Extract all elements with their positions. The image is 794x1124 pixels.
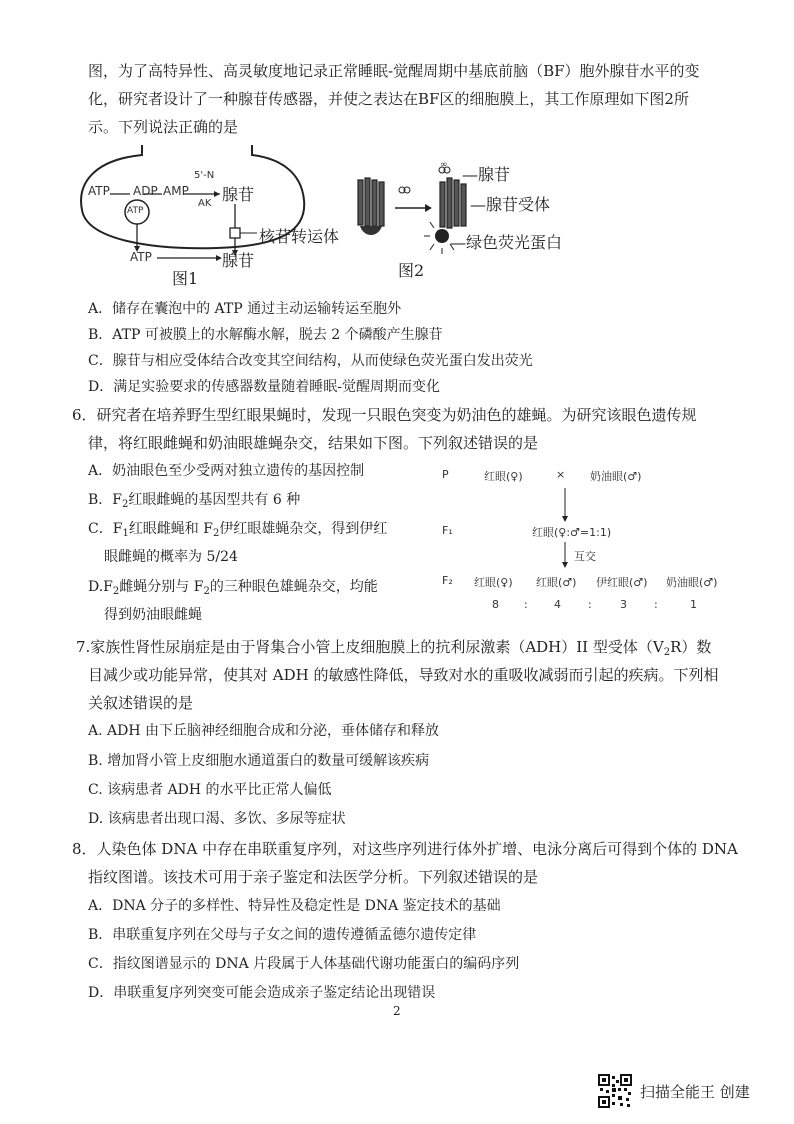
q8-option-d: D．串联重复序列突变可能会造成亲子鉴定结论出现错误: [88, 985, 436, 1001]
receptor-label: —腺苷受体: [470, 195, 551, 214]
atp-vesicle-label: ATP: [127, 206, 144, 216]
cross-intercross: 互交: [574, 550, 596, 563]
q5-option-a: A．储存在囊泡中的 ATP 通过主动运输转运至胞外: [88, 301, 402, 317]
q6-option-b: B．$F_2$红眼雌蝇的基因型共有 6 种: [88, 492, 301, 510]
ratio-sep-1: :: [524, 598, 528, 611]
cross-arrows: [440, 460, 740, 620]
q7-option-a: A. ADH 由下丘脑神经细胞合成和分泌，垂体储存和释放: [88, 723, 440, 739]
adenosine-label: —腺苷: [462, 165, 511, 184]
atp-label: ATP: [88, 184, 110, 198]
cross-f2-label: F₂: [442, 574, 453, 587]
q8-option-b: B．串联重复序列在父母与子女之间的遗传遵循孟德尔遗传定律: [88, 927, 477, 943]
q6-option-c: C．$F_1$红眼雌蝇和 $F_2$伊红眼雄蝇杂交，得到伊红: [88, 521, 388, 539]
q7-option-d: D. 该病患者出现口渴、多饮、多尿等症状: [88, 811, 346, 827]
q5-option-b: B．ATP 可被膜上的水解酶水解，脱去 2 个磷酸产生腺苷: [88, 327, 443, 343]
q6-option-c-line-2: 眼雌蝇的概率为 5/24: [104, 549, 238, 565]
amp-label: AMP: [163, 184, 189, 198]
q7-stem-line-2: 目减少或功能异常，使其对 ADH 的敏感性降低，导致对水的重吸收减弱而引起的疾病。下列相: [88, 666, 719, 684]
gfp-label: —绿色荧光蛋白: [450, 233, 563, 252]
q6-option-d-line-2: 得到奶油眼雌蝇: [104, 607, 202, 623]
ratio-1: 8: [492, 598, 499, 611]
adenosine-out-label: 腺苷: [222, 251, 255, 270]
figure-2: [350, 160, 570, 285]
cross-f2-cream-male: 奶油眼(♂): [666, 576, 718, 589]
cross-f2-red-female: 红眼(♀): [474, 576, 513, 589]
cross-red-female: 红眼(♀): [484, 470, 523, 483]
figure-1-label: 图1: [172, 269, 199, 288]
sensor-diagram: [350, 160, 570, 285]
cross-f2-eosin-male: 伊红眼(♂): [596, 576, 648, 589]
ratio-sep-3: :: [654, 598, 658, 611]
cross-cream-male: 奶油眼(♂): [590, 470, 642, 483]
cross-f1-label: F₁: [442, 524, 453, 537]
q8-stem-line-1: 8．人染色体 DNA 中存在串联重复序列，对这些序列进行体外扩增、电泳分离后可得到个体的 DNA: [72, 840, 738, 858]
intro-line-3: 示。下列说法正确的是: [88, 118, 239, 136]
q7-stem-line-1: 7.家族性肾性尿崩症是由于肾集合小管上皮细胞膜上的抗利尿激素（ADH）II 型受体$(V_2R)$数: [76, 638, 712, 658]
q8-option-c: C．指纹图谱显示的 DNA 片段属于人体基础代谢功能蛋白的编码序列: [88, 956, 520, 972]
cross-f2-red-male: 红眼(♂): [536, 576, 577, 589]
qr-code-icon: [598, 1074, 632, 1108]
q7-option-c: C. 该病患者 ADH 的水平比正常人偏低: [88, 782, 332, 798]
transporter-label: 核苷转运体: [259, 227, 340, 246]
atp-out-label: ATP: [130, 250, 152, 264]
adenosine-dots-icon: ∞: [440, 160, 448, 170]
q6-option-a: A．奶油眼色至少受两对独立遗传的基因控制: [88, 463, 365, 479]
q7-option-b: B. 增加肾小管上皮细胞水通道蛋白的数量可缓解该疾病: [88, 753, 430, 769]
cross-p-label: P: [442, 468, 449, 481]
adp-label: ADP: [133, 184, 158, 198]
figure-2-label: 图2: [398, 261, 425, 280]
page-number: 2: [393, 1004, 401, 1018]
ratio-3: 3: [620, 598, 627, 611]
ratio-4: 1: [690, 598, 697, 611]
q5-option-c: C．腺苷与相应受体结合改变其空间结构，从而使绿色荧光蛋白发出荧光: [88, 353, 533, 369]
ak-label: AK: [198, 198, 212, 209]
q5-option-d: D．满足实验要求的传感器数量随着睡眠-觉醒周期而变化: [88, 379, 440, 395]
intro-line-2: 化，研究者设计了一种腺苷传感器，并使之表达在BF区的细胞膜上，其工作原理如下图2所: [88, 90, 689, 108]
cross-diagram: [440, 460, 740, 620]
ratio-2: 4: [554, 598, 561, 611]
q7-stem-line-3: 关叙述错误的是: [88, 694, 194, 712]
intro-line-1: 图，为了高特异性、高灵敏度地记录正常睡眠-觉醒周期中基底前脑（BF）胞外腺苷水平的变: [88, 62, 700, 80]
5n-label: 5'-N: [194, 170, 215, 181]
q6-stem-line-1: 6．研究者在培养野生型红眼果蝇时，发现一只眼色突变为奶油色的雄蝇。为研究该眼色遗传规: [72, 406, 697, 424]
figure-1: [72, 140, 340, 290]
q8-option-a: A．DNA 分子的多样性、特异性及稳定性是 DNA 鉴定技术的基础: [88, 898, 501, 914]
q6-option-d: $D.F_2$雌蝇分别与 $F_2$的三种眼色雄蝇杂交，均能: [88, 579, 378, 597]
cross-times: ×: [556, 468, 566, 481]
scanner-watermark: 扫描全能王 创建: [640, 1083, 750, 1101]
ratio-sep-2: :: [588, 598, 592, 611]
cross-f1-result: 红眼(♀:♂=1:1): [532, 526, 612, 539]
adenosine-inside-label: 腺苷: [222, 185, 255, 204]
q8-stem-line-2: 指纹图谱。该技术可用于亲子鉴定和法医学分析。下列叙述错误的是: [88, 868, 539, 886]
q6-stem-line-2: 律，将红眼雌蝇和奶油眼雄蝇杂交，结果如下图。下列叙述错误的是: [88, 434, 539, 452]
